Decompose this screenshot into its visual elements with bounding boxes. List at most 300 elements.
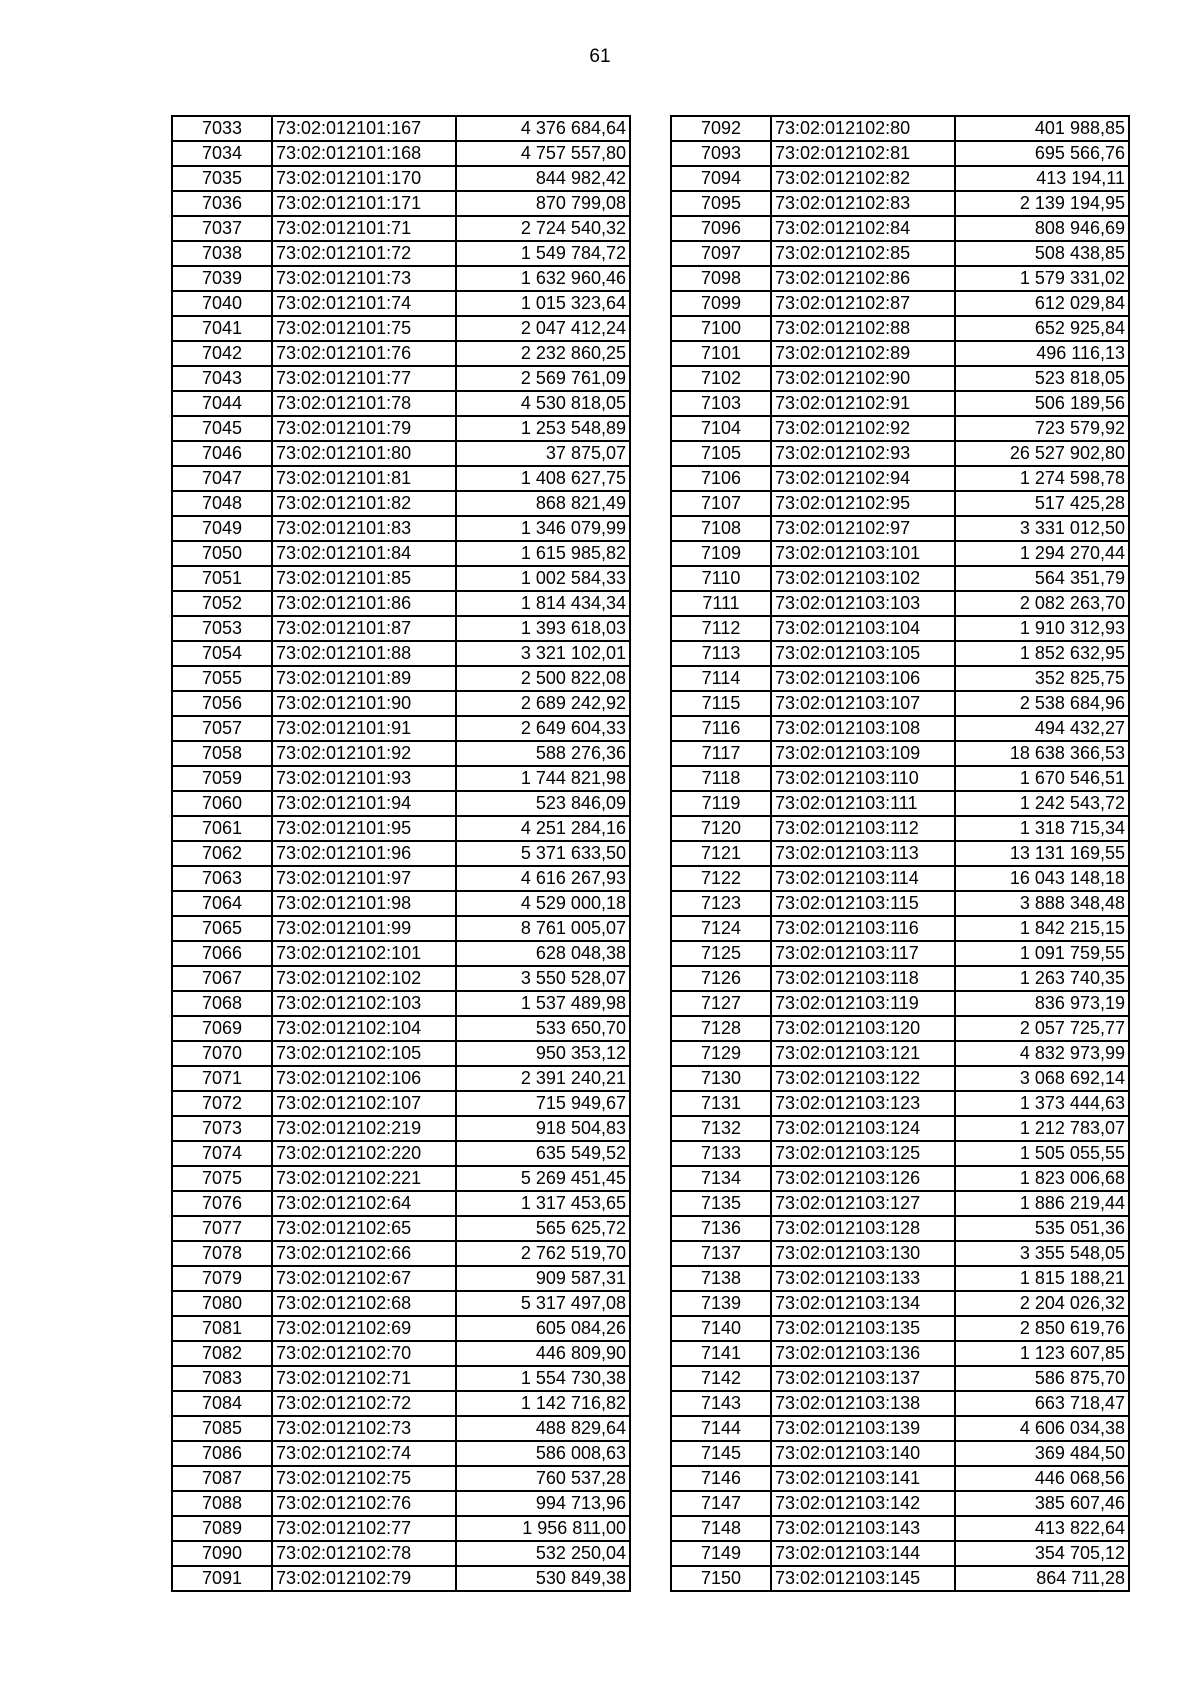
value-cell: 1 123 607,85 [955,1341,1129,1366]
table-row [671,466,1129,491]
table-row [671,1566,1129,1591]
row-number-cell: 7120 [671,816,771,841]
value-cell: 760 537,28 [456,1466,630,1491]
cadastral-number-cell: 73:02:012103:110 [771,766,955,791]
cadastral-number-cell: 73:02:012101:91 [272,716,456,741]
cadastral-number-cell: 73:02:012102:107 [272,1091,456,1116]
row-number-cell: 7075 [172,1166,272,1191]
value-cell: 1 814 434,34 [456,591,630,616]
cadastral-number-cell: 73:02:012102:88 [771,316,955,341]
table-row [671,1066,1129,1091]
cadastral-number-cell: 73:02:012103:112 [771,816,955,841]
table-row [172,491,630,516]
table-row [172,1541,630,1566]
value-cell: 4 530 818,05 [456,391,630,416]
value-cell: 2 569 761,09 [456,366,630,391]
value-cell: 605 084,26 [456,1316,630,1341]
cadastral-number-cell: 73:02:012101:71 [272,216,456,241]
cadastral-number-cell: 73:02:012102:219 [272,1116,456,1141]
table-row [671,1391,1129,1416]
row-number-cell: 7140 [671,1316,771,1341]
row-number-cell: 7149 [671,1541,771,1566]
table-row [172,791,630,816]
row-number-cell: 7073 [172,1116,272,1141]
row-number-cell: 7077 [172,1216,272,1241]
cadastral-number-cell: 73:02:012103:116 [771,916,955,941]
table-row [172,1566,630,1591]
table-row [172,1066,630,1091]
table-row [172,966,630,991]
value-cell: 586 875,70 [955,1366,1129,1391]
value-cell: 4 251 284,16 [456,816,630,841]
value-cell: 401 988,85 [955,116,1129,141]
value-cell: 413 194,11 [955,166,1129,191]
value-cell: 3 331 012,50 [955,516,1129,541]
cadastral-number-cell: 73:02:012102:91 [771,391,955,416]
cadastral-number-cell: 73:02:012101:168 [272,141,456,166]
value-cell: 909 587,31 [456,1266,630,1291]
cadastral-number-cell: 73:02:012102:65 [272,1216,456,1241]
value-cell: 2 689 242,92 [456,691,630,716]
table-row [671,216,1129,241]
table-row [671,291,1129,316]
cadastral-number-cell: 73:02:012102:81 [771,141,955,166]
value-cell: 2 850 619,76 [955,1316,1129,1341]
row-number-cell: 7052 [172,591,272,616]
table-row [172,866,630,891]
value-cell: 1 142 716,82 [456,1391,630,1416]
value-cell: 1 744 821,98 [456,766,630,791]
value-cell: 2 391 240,21 [456,1066,630,1091]
cadastral-number-cell: 73:02:012103:123 [771,1091,955,1116]
row-number-cell: 7134 [671,1166,771,1191]
cadastral-number-cell: 73:02:012103:145 [771,1566,955,1591]
table-row [172,166,630,191]
cadastral-number-cell: 73:02:012101:73 [272,266,456,291]
cadastral-number-cell: 73:02:012102:73 [272,1416,456,1441]
table-row [671,841,1129,866]
value-cell: 496 116,13 [955,341,1129,366]
value-cell: 8 761 005,07 [456,916,630,941]
table-row [172,1141,630,1166]
table-row [671,1316,1129,1341]
row-number-cell: 7037 [172,216,272,241]
row-number-cell: 7036 [172,191,272,216]
cadastral-number-cell: 73:02:012101:171 [272,191,456,216]
cadastral-number-cell: 73:02:012103:125 [771,1141,955,1166]
row-number-cell: 7091 [172,1566,272,1591]
table-row [172,516,630,541]
cadastral-number-cell: 73:02:012103:108 [771,716,955,741]
row-number-cell: 7119 [671,791,771,816]
table-row [172,1291,630,1316]
cadastral-number-cell: 73:02:012103:102 [771,566,955,591]
table-row [671,1091,1129,1116]
value-cell: 864 711,28 [955,1566,1129,1591]
row-number-cell: 7066 [172,941,272,966]
cadastral-number-cell: 73:02:012101:167 [272,116,456,141]
row-number-cell: 7094 [671,166,771,191]
table-row [671,341,1129,366]
table-row [671,1341,1129,1366]
row-number-cell: 7132 [671,1116,771,1141]
value-cell: 1 263 740,35 [955,966,1129,991]
value-cell: 1 373 444,63 [955,1091,1129,1116]
cadastral-number-cell: 73:02:012102:87 [771,291,955,316]
table-row [172,316,630,341]
row-number-cell: 7039 [172,266,272,291]
row-number-cell: 7117 [671,741,771,766]
table-row [671,241,1129,266]
table-row [671,191,1129,216]
table-row [671,866,1129,891]
table-row [172,1366,630,1391]
value-cell: 4 832 973,99 [955,1041,1129,1066]
row-number-cell: 7144 [671,1416,771,1441]
value-cell: 2 538 684,96 [955,691,1129,716]
cadastral-number-cell: 73:02:012103:119 [771,991,955,1016]
row-number-cell: 7072 [172,1091,272,1116]
value-cell: 5 269 451,45 [456,1166,630,1191]
cadastral-number-cell: 73:02:012102:104 [272,1016,456,1041]
value-cell: 994 713,96 [456,1491,630,1516]
value-cell: 369 484,50 [955,1441,1129,1466]
value-cell: 836 973,19 [955,991,1129,1016]
cadastral-number-cell: 73:02:012101:88 [272,641,456,666]
value-cell: 1 408 627,75 [456,466,630,491]
table-row [671,1016,1129,1041]
cadastral-number-cell: 73:02:012103:103 [771,591,955,616]
value-cell: 1 253 548,89 [456,416,630,441]
row-number-cell: 7069 [172,1016,272,1041]
cadastral-number-cell: 73:02:012101:83 [272,516,456,541]
row-number-cell: 7128 [671,1016,771,1041]
value-cell: 26 527 902,80 [955,441,1129,466]
row-number-cell: 7049 [172,516,272,541]
table-row [172,1166,630,1191]
cadastral-number-cell: 73:02:012102:102 [272,966,456,991]
table-row [172,1416,630,1441]
row-number-cell: 7048 [172,491,272,516]
value-cell: 1 212 783,07 [955,1116,1129,1141]
value-cell: 612 029,84 [955,291,1129,316]
value-cell: 628 048,38 [456,941,630,966]
cadastral-number-cell: 73:02:012103:113 [771,841,955,866]
value-cell: 352 825,75 [955,666,1129,691]
value-cell: 16 043 148,18 [955,866,1129,891]
cadastral-number-cell: 73:02:012101:85 [272,566,456,591]
table-row [172,291,630,316]
table-row [671,441,1129,466]
cadastral-number-cell: 73:02:012103:120 [771,1016,955,1041]
row-number-cell: 7131 [671,1091,771,1116]
row-number-cell: 7146 [671,1466,771,1491]
row-number-cell: 7057 [172,716,272,741]
table-row [671,1116,1129,1141]
value-cell: 844 982,42 [456,166,630,191]
cadastral-number-cell: 73:02:012101:87 [272,616,456,641]
row-number-cell: 7090 [172,1541,272,1566]
row-number-cell: 7080 [172,1291,272,1316]
cadastral-number-cell: 73:02:012102:76 [272,1491,456,1516]
row-number-cell: 7107 [671,491,771,516]
table-row [671,616,1129,641]
value-cell: 1 091 759,55 [955,941,1129,966]
cadastral-number-cell: 73:02:012102:69 [272,1316,456,1341]
row-number-cell: 7043 [172,366,272,391]
cadastral-number-cell: 73:02:012103:109 [771,741,955,766]
row-number-cell: 7074 [172,1141,272,1166]
row-number-cell: 7147 [671,1491,771,1516]
value-cell: 5 371 633,50 [456,841,630,866]
value-cell: 2 139 194,95 [955,191,1129,216]
cadastral-number-cell: 73:02:012101:78 [272,391,456,416]
value-cell: 695 566,76 [955,141,1129,166]
table-row [172,941,630,966]
row-number-cell: 7063 [172,866,272,891]
value-cell: 446 809,90 [456,1341,630,1366]
row-number-cell: 7054 [172,641,272,666]
table-row [671,1266,1129,1291]
value-cell: 446 068,56 [955,1466,1129,1491]
cadastral-number-cell: 73:02:012101:75 [272,316,456,341]
value-cell: 1 002 584,33 [456,566,630,591]
table-row [671,416,1129,441]
row-number-cell: 7103 [671,391,771,416]
value-cell: 1 842 215,15 [955,916,1129,941]
table-row [671,116,1129,141]
value-cell: 506 189,56 [955,391,1129,416]
cadastral-number-cell: 73:02:012103:127 [771,1191,955,1216]
value-cell: 3 355 548,05 [955,1241,1129,1266]
cadastral-number-cell: 73:02:012101:81 [272,466,456,491]
value-cell: 535 051,36 [955,1216,1129,1241]
row-number-cell: 7051 [172,566,272,591]
row-number-cell: 7092 [671,116,771,141]
value-cell: 1 505 055,55 [955,1141,1129,1166]
table-row [172,891,630,916]
cadastral-number-cell: 73:02:012101:72 [272,241,456,266]
table-row [671,141,1129,166]
row-number-cell: 7123 [671,891,771,916]
table-row [172,191,630,216]
left-table-body [172,116,630,1591]
value-cell: 1 242 543,72 [955,791,1129,816]
table-row [172,816,630,841]
table-row [172,841,630,866]
cadastral-number-cell: 73:02:012102:83 [771,191,955,216]
value-cell: 588 276,36 [456,741,630,766]
cadastral-number-cell: 73:02:012103:135 [771,1316,955,1341]
value-cell: 1 670 546,51 [955,766,1129,791]
cadastral-number-cell: 73:02:012101:82 [272,491,456,516]
row-number-cell: 7055 [172,666,272,691]
cadastral-number-cell: 73:02:012102:86 [771,266,955,291]
row-number-cell: 7038 [172,241,272,266]
cadastral-number-cell: 73:02:012103:111 [771,791,955,816]
row-number-cell: 7047 [172,466,272,491]
table-row [671,741,1129,766]
value-cell: 1 579 331,02 [955,266,1129,291]
row-number-cell: 7137 [671,1241,771,1266]
cadastral-number-cell: 73:02:012103:130 [771,1241,955,1266]
table-row [671,1191,1129,1216]
cadastral-number-cell: 73:02:012103:121 [771,1041,955,1066]
table-row [172,366,630,391]
value-cell: 18 638 366,53 [955,741,1129,766]
table-row [172,1216,630,1241]
cadastral-number-cell: 73:02:012102:101 [272,941,456,966]
row-number-cell: 7071 [172,1066,272,1091]
table-row [172,341,630,366]
table-row [172,666,630,691]
value-cell: 2 082 263,70 [955,591,1129,616]
value-cell: 1 910 312,93 [955,616,1129,641]
table-row [671,816,1129,841]
row-number-cell: 7127 [671,991,771,1016]
row-number-cell: 7085 [172,1416,272,1441]
table-row [172,241,630,266]
cadastral-number-cell: 73:02:012103:138 [771,1391,955,1416]
value-cell: 1 274 598,78 [955,466,1129,491]
table-row [172,1091,630,1116]
right-table-body [671,116,1129,1591]
table-row [671,966,1129,991]
table-row [671,391,1129,416]
row-number-cell: 7082 [172,1341,272,1366]
table-row [671,691,1129,716]
table-row [671,1041,1129,1066]
cadastral-number-cell: 73:02:012102:71 [272,1366,456,1391]
value-cell: 488 829,64 [456,1416,630,1441]
table-row [671,1516,1129,1541]
cadastral-number-cell: 73:02:012103:115 [771,891,955,916]
row-number-cell: 7068 [172,991,272,1016]
row-number-cell: 7044 [172,391,272,416]
table-row [671,166,1129,191]
value-cell: 5 317 497,08 [456,1291,630,1316]
table-row [671,566,1129,591]
cadastral-number-cell: 73:02:012101:89 [272,666,456,691]
table-row [172,1041,630,1066]
row-number-cell: 7059 [172,766,272,791]
cadastral-number-cell: 73:02:012102:79 [272,1566,456,1591]
cadastral-number-cell: 73:02:012102:64 [272,1191,456,1216]
row-number-cell: 7045 [172,416,272,441]
cadastral-number-cell: 73:02:012101:99 [272,916,456,941]
cadastral-number-cell: 73:02:012103:134 [771,1291,955,1316]
row-number-cell: 7034 [172,141,272,166]
cadastral-number-cell: 73:02:012102:93 [771,441,955,466]
row-number-cell: 7122 [671,866,771,891]
value-cell: 4 376 684,64 [456,116,630,141]
table-row [172,116,630,141]
row-number-cell: 7145 [671,1441,771,1466]
table-row [671,666,1129,691]
cadastral-number-cell: 73:02:012103:143 [771,1516,955,1541]
row-number-cell: 7062 [172,841,272,866]
row-number-cell: 7110 [671,566,771,591]
value-cell: 1 537 489,98 [456,991,630,1016]
left-table [171,115,631,1592]
value-cell: 1 393 618,03 [456,616,630,641]
row-number-cell: 7101 [671,341,771,366]
table-row [172,1266,630,1291]
cadastral-number-cell: 73:02:012101:93 [272,766,456,791]
row-number-cell: 7086 [172,1441,272,1466]
value-cell: 2 724 540,32 [456,216,630,241]
right-table [670,115,1130,1592]
cadastral-number-cell: 73:02:012101:86 [272,591,456,616]
row-number-cell: 7096 [671,216,771,241]
cadastral-number-cell: 73:02:012102:74 [272,1441,456,1466]
value-cell: 1 318 715,34 [955,816,1129,841]
value-cell: 1 015 323,64 [456,291,630,316]
value-cell: 1 549 784,72 [456,241,630,266]
cadastral-number-cell: 73:02:012102:89 [771,341,955,366]
value-cell: 3 550 528,07 [456,966,630,991]
table-row [172,1341,630,1366]
cadastral-number-cell: 73:02:012102:78 [272,1541,456,1566]
table-row [671,1366,1129,1391]
row-number-cell: 7084 [172,1391,272,1416]
table-row [172,991,630,1016]
page-number: 61 [589,46,611,67]
value-cell: 37 875,07 [456,441,630,466]
table-row [671,1441,1129,1466]
row-number-cell: 7046 [172,441,272,466]
cadastral-number-cell: 73:02:012103:118 [771,966,955,991]
row-number-cell: 7130 [671,1066,771,1091]
cadastral-number-cell: 73:02:012101:98 [272,891,456,916]
value-cell: 918 504,83 [456,1116,630,1141]
table-row [172,716,630,741]
row-number-cell: 7053 [172,616,272,641]
cadastral-number-cell: 73:02:012101:74 [272,291,456,316]
table-row [172,766,630,791]
cadastral-number-cell: 73:02:012103:133 [771,1266,955,1291]
table-row [172,416,630,441]
table-row [172,391,630,416]
table-row [671,1166,1129,1191]
row-number-cell: 7040 [172,291,272,316]
row-number-cell: 7114 [671,666,771,691]
value-cell: 530 849,38 [456,1566,630,1591]
row-number-cell: 7065 [172,916,272,941]
row-number-cell: 7070 [172,1041,272,1066]
value-cell: 1 346 079,99 [456,516,630,541]
table-row [671,891,1129,916]
row-number-cell: 7087 [172,1466,272,1491]
row-number-cell: 7099 [671,291,771,316]
cadastral-number-cell: 73:02:012102:82 [771,166,955,191]
table-row [671,1291,1129,1316]
value-cell: 533 650,70 [456,1016,630,1041]
value-cell: 2 649 604,33 [456,716,630,741]
row-number-cell: 7135 [671,1191,771,1216]
table-row [671,1141,1129,1166]
cadastral-number-cell: 73:02:012101:80 [272,441,456,466]
table-row [172,591,630,616]
value-cell: 565 625,72 [456,1216,630,1241]
cadastral-number-cell: 73:02:012102:77 [272,1516,456,1541]
row-number-cell: 7089 [172,1516,272,1541]
value-cell: 517 425,28 [955,491,1129,516]
table-row [172,1241,630,1266]
row-number-cell: 7136 [671,1216,771,1241]
table-row [172,1466,630,1491]
table-row [172,691,630,716]
